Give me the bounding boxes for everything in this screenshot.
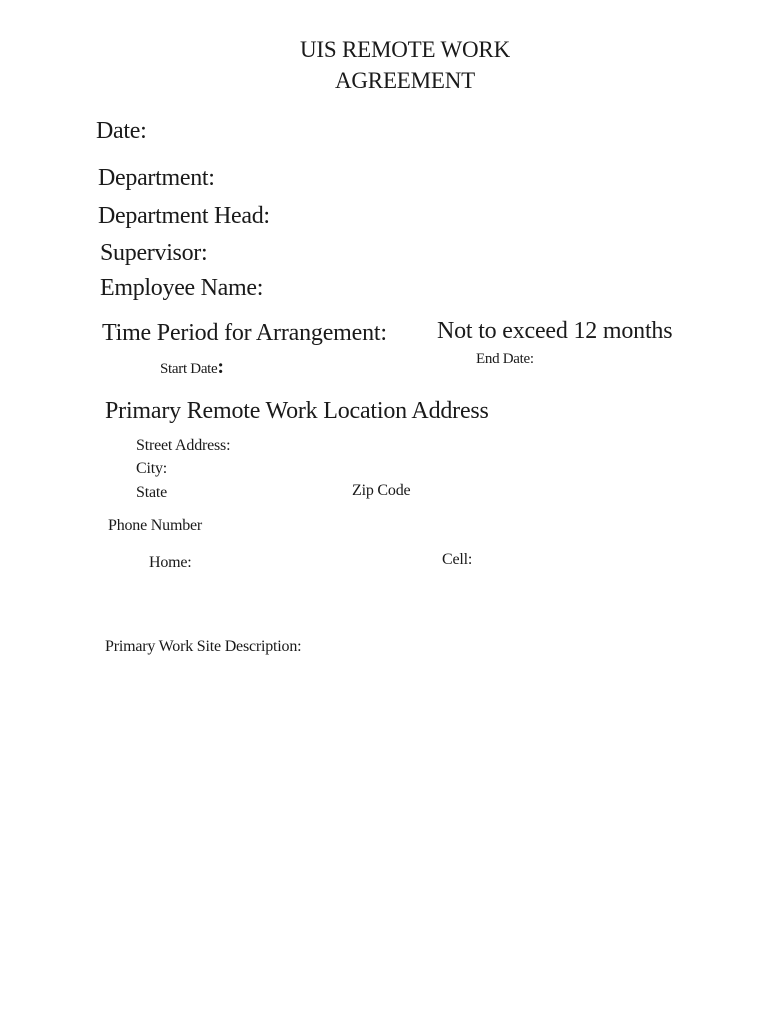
street-address-label: Street Address: (136, 437, 231, 454)
city-field[interactable] (175, 458, 720, 478)
time-period-label: Time Period for Arrangement: (102, 320, 387, 346)
title-line-1: UIS REMOTE WORK (300, 37, 510, 62)
zip-code-field[interactable] (425, 480, 625, 500)
end-date-field[interactable] (550, 349, 730, 373)
street-address-field[interactable] (250, 435, 720, 455)
date-label: Date: (96, 118, 147, 144)
date-field[interactable] (160, 122, 720, 146)
address-heading: Primary Remote Work Location Address (105, 398, 489, 424)
work-site-description-label: Primary Work Site Description: (105, 638, 302, 655)
home-phone-field[interactable] (205, 552, 425, 572)
department-head-label: Department Head: (98, 203, 270, 229)
phone-number-heading: Phone Number (108, 517, 203, 534)
department-label: Department: (98, 165, 215, 191)
department-field[interactable] (235, 169, 720, 193)
start-date-text: Start Date (160, 361, 218, 377)
employee-name-field[interactable] (280, 279, 720, 303)
end-date-label: End Date: (476, 351, 534, 367)
city-label: City: (136, 460, 168, 477)
document-title (0, 34, 770, 96)
title-line-2: AGREEMENT (334, 68, 476, 93)
zip-code-label: Zip Code (352, 482, 411, 499)
start-date-field[interactable] (240, 354, 440, 378)
work-site-description-field[interactable] (105, 662, 720, 782)
supervisor-field[interactable] (222, 244, 720, 268)
cell-phone-field[interactable] (482, 549, 722, 569)
employee-name-label: Employee Name: (100, 275, 264, 301)
department-head-field[interactable] (295, 207, 720, 231)
time-period-note: Not to exceed 12 months (437, 318, 673, 344)
supervisor-label: Supervisor: (100, 240, 208, 266)
state-label: State (136, 484, 167, 501)
start-date-colon: : (217, 356, 224, 378)
cell-phone-label: Cell: (442, 551, 473, 568)
start-date-label (160, 356, 224, 379)
home-phone-label: Home: (149, 554, 192, 571)
state-field[interactable] (178, 482, 338, 502)
